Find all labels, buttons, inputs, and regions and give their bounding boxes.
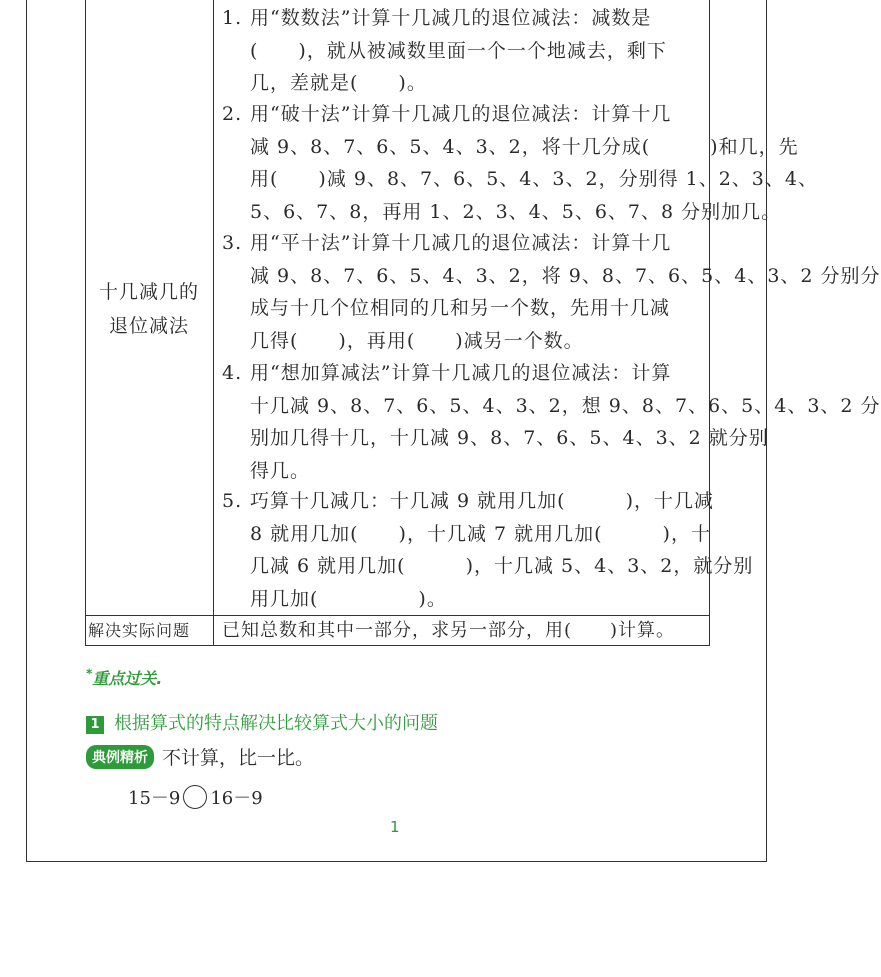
item-line: 用“破十法”计算十几减几的退位减法：计算十几 — [250, 103, 672, 125]
item-line: 5、6、7、8，再用 1、2、3、4、5、6、7、8 分别加几。 — [250, 200, 782, 223]
item-number: 2. — [222, 103, 243, 125]
item-line: 几得( )，再用( )减另一个数。 — [250, 329, 584, 352]
item-line: 别加几得十几，十几减 9、8、7、6、5、4、3、2 就分别 — [250, 427, 769, 449]
item-line: 用“平十法”计算十几减几的退位减法：计算十几 — [250, 232, 672, 254]
item-line: 几减 6 就用几加( )，十几减 5、4、3、2，就分别 — [250, 555, 754, 577]
item-line: 成与十几个位相同的几和另一个数，先用十几减 — [250, 297, 671, 319]
item-line: 用( )减 9、8、7、6、5、4、3、2，分别得 1、2、3、4、 — [250, 168, 818, 190]
row-label-line: 十几减几的 — [98, 281, 199, 303]
row-label-line: 退位减法 — [108, 315, 189, 337]
method-item-1 — [222, 2, 702, 100]
table-border-bottom — [85, 645, 710, 646]
section-title: 重点过关. — [92, 669, 163, 688]
example-badge: 典例精析 — [86, 745, 154, 769]
section-star: * — [86, 666, 93, 681]
example-line — [86, 743, 314, 770]
item-line: 用“想加算减法”计算十几减几的退位减法：计算 — [250, 362, 672, 384]
item-line: 十几减 9、8、7、6、5、4、3、2，想 9、8、7、6、5、4、3、2 分 — [250, 394, 881, 417]
bottom-row-label: 解决实际问题 — [88, 621, 191, 640]
table-divider — [213, 0, 214, 645]
example-text: 不计算，比一比。 — [162, 747, 315, 769]
table-row-divider — [85, 615, 710, 616]
answer-circle[interactable] — [183, 785, 207, 809]
method-item-4 — [222, 357, 881, 487]
bottom-row-text: 已知总数和其中一部分，求另一部分，用( )计算。 — [222, 620, 676, 641]
item-line: 8 就用几加( )，十几减 7 就用几加( )，十 — [250, 522, 711, 545]
expression-right: 16－9 — [210, 788, 263, 809]
method-item-2 — [222, 98, 818, 228]
topic-number: 1 — [86, 716, 104, 734]
item-line: 用几加( )。 — [250, 587, 447, 610]
page-number: 1 — [390, 818, 400, 836]
item-number: 5. — [222, 490, 243, 512]
item-number: 1. — [222, 7, 243, 29]
method-item-3 — [222, 227, 881, 357]
expression-left: 15－9 — [128, 788, 181, 809]
item-number: 4. — [222, 362, 243, 384]
item-line: 用“数数法”计算十几减几的退位减法：减数是 — [250, 7, 652, 29]
section-heading — [86, 666, 162, 689]
item-line: 减 9、8、7、6、5、4、3、2，将 9、8、7、6、5、4、3、2 分别分 — [250, 264, 881, 287]
item-line: ( )，就从被减数里面一个一个地减去，剩下 — [250, 39, 667, 62]
row-label — [85, 275, 213, 343]
topic-title: 根据算式的特点解决比较算式大小的问题 — [114, 713, 438, 734]
topic-heading — [86, 709, 438, 735]
item-line: 得几。 — [250, 459, 311, 482]
item-line: 减 9、8、7、6、5、4、3、2，将十几分成( )和几，先 — [250, 135, 799, 158]
item-number: 3. — [222, 232, 243, 254]
method-item-5 — [222, 485, 754, 615]
comparison-expression — [128, 784, 263, 810]
item-line: 巧算十几减几：十几减 9 就用几加( )，十几减 — [250, 490, 714, 512]
item-line: 几，差就是( )。 — [250, 72, 427, 94]
